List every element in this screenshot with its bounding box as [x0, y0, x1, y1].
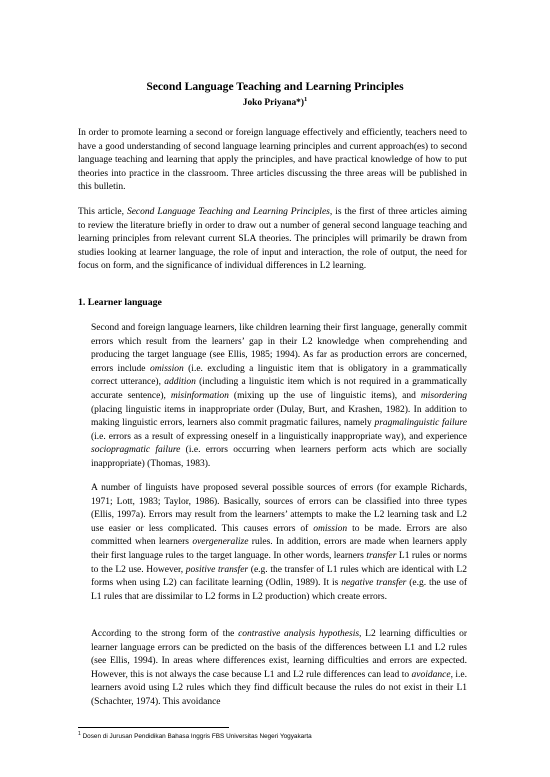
body-paragraph-contrastive-analysis — [91, 628, 467, 710]
p3-text: (i.e. errors as a result of expressing oneself in a linguistically inappropriate way), and experience — [91, 431, 467, 442]
p4-text: A number of linguists have proposed several possible sources of errors (for example Richards, 1971; Lott, 1983; Taylor, 1986). Basically, sources of errors can be classified into three types (Ellis, 1997a). Errors may result from the learners’ attempts to make the L2 learning task and L2 use easier or less complicated. This causes errors of — [91, 483, 467, 534]
p5-text: According to the strong form of the — [91, 629, 239, 639]
paper-title: Second Language Teaching and Learning Principles — [146, 80, 404, 93]
p3-text: (i.e. excluding a linguistic item that is obligatory in a grammatically correct utterance), — [91, 363, 467, 388]
section-heading-learner-language: 1. Learner language — [78, 297, 162, 308]
p3-text: Second and foreign language learners, like children learning their first language, generally commit errors which result from the learners’ gap in their L2 knowledge when comprehending and producing the target language (see Ellis, 1985; 1994). As far as production errors are concerned, errors include — [91, 323, 467, 374]
p4-text: (e.g. the transfer of L1 rules which are identical with L2 forms when using L2) can facilitate learning (Odlin, 1989). It is — [91, 564, 467, 589]
author-name: Joko Priyana*) — [242, 98, 304, 109]
p2-text-a: This article, — [78, 207, 127, 217]
p5-term: contrastive analysis hypothesis — [238, 629, 360, 639]
p3-term: pragmalinguistic failure — [374, 418, 467, 429]
intro-paragraph-1: In order to promote learning a second or foreign language effectively and efficiently, teachers need to have a good understanding of second language learning principles and current approach(es) to second language teaching and learning that apply the principles, and have practical knowledge of how to put theories into practice in the classroom. Three articles discussing the three areas will be published in this bulletin. — [78, 128, 467, 193]
p4-term: positive transfer — [185, 564, 249, 575]
intro-paragraph-2 — [78, 206, 467, 274]
p4-text: rules. In addition, errors are made when learners apply their first language rules to the target language. In other words, learners — [91, 537, 467, 561]
p2-article-title: Second Language Teaching and Learning Principles — [126, 207, 330, 217]
p5-term: avoidance — [411, 669, 451, 680]
p4-term: overgeneralize — [192, 537, 249, 548]
p5-text: , L2 learning difficulties or learner language errors can be predicted on the basis of the differences between L1 and L2 rules (see Ellis, 1994). In areas where differences exist, learning difficulties and errors are expected. However, this is not always the case because L1 and L2 rule differences can lead to — [91, 629, 467, 680]
body-paragraph-errors — [91, 322, 467, 472]
p3-term: addition — [164, 377, 196, 388]
p3-text: (i.e. errors occurring when learners perform acts which are socially inappropriate) (Thomas, 1983). — [91, 445, 467, 469]
p3-term: sociopragmatic failure — [91, 445, 181, 456]
footnote-text: Dosen di Jurusan Pendidikan Bahasa Inggris FBS Universitas Negeri Yogyakarta — [82, 733, 312, 741]
p3-text: (placing linguistic items in inappropriate order (Dulay, Burt, and Krashen, 1982). In addition to making linguistic errors, learners also commit pragmatic failures, namely — [91, 404, 467, 429]
p2-text-b: , is the first of three articles aiming to review the literature briefly in order to draw out a number of general second language teaching and learning principles from relevant current SLA theories. The principles will primarily be drawn from studies looking at learner language, the role of input and interaction, the role of output, the need for focus on form, and the significance of individual differences in L2 learning. — [78, 207, 468, 272]
footnote-mark: 1 — [78, 731, 81, 737]
p4-text: to be made. Errors are also committed when learners — [91, 523, 467, 548]
p4-text: (e.g. the use of L1 rules that are dissimilar to L2 forms in L2 production) which create errors. — [91, 578, 467, 602]
p4-text: L1 rules or norms to the L2 use. However, — [91, 550, 467, 575]
p4-term: omission — [313, 523, 348, 534]
p3-term: misordering — [420, 390, 467, 401]
p3-text: (including a linguistic item which is not required in a grammatically accurate sentence), — [91, 377, 467, 401]
p4-term: transfer — [366, 550, 397, 561]
author-footnote-mark: 1 — [303, 96, 308, 103]
footnote-divider — [78, 727, 229, 728]
p3-term: omission — [149, 363, 184, 374]
p3-term: misinformation — [170, 390, 229, 401]
author-line — [0, 94, 550, 109]
p5-text: , i.e. learners avoid using L2 rules which they find difficult because the rules do not exist in their L1 (Schachter, 1974). This avoidance — [91, 669, 468, 707]
body-paragraph-error-sources — [91, 482, 467, 604]
p3-text: (mixing up the use of linguistic items), and — [228, 390, 421, 401]
p4-term: negative transfer — [341, 578, 407, 589]
footnote — [78, 730, 478, 741]
